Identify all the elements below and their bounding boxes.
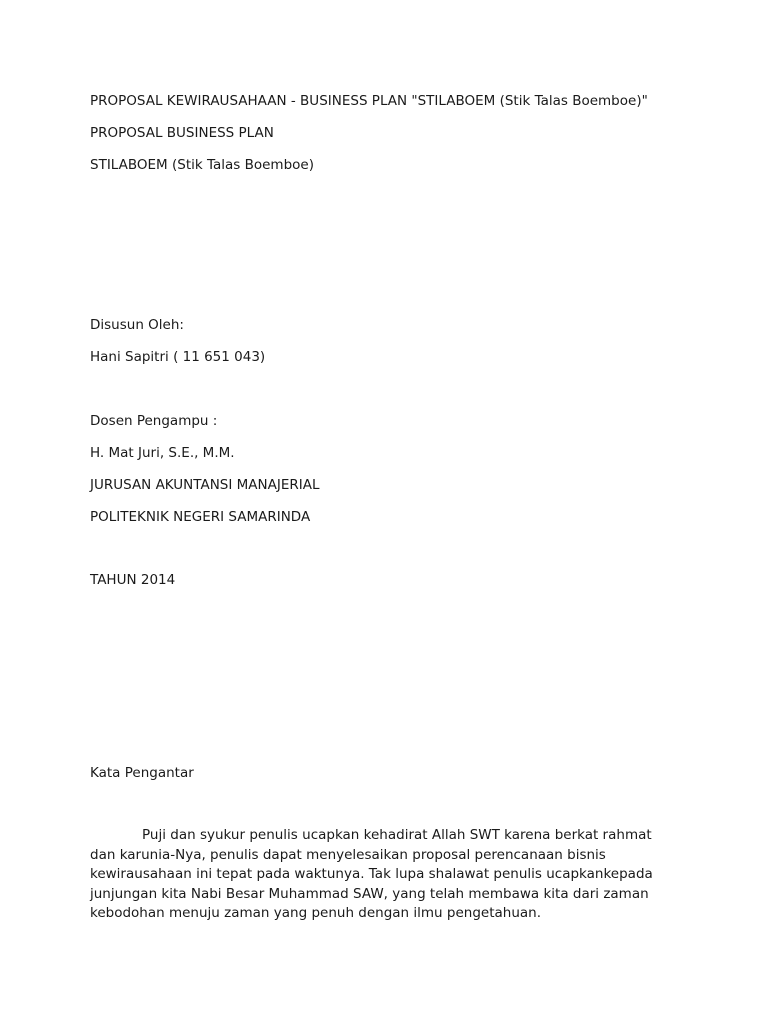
preface-line: kewirausahaan ini tepat pada waktunya. Tak lupa shalawat penulis ucapkankepada bbox=[90, 866, 653, 882]
preface-paragraph bbox=[90, 826, 680, 924]
department-name: JURUSAN AKUNTANSI MANAJERIAL bbox=[90, 477, 320, 493]
preface-line: kebodohan menuju zaman yang penuh dengan ilmu pengetahuan. bbox=[90, 905, 542, 921]
document-title: PROPOSAL KEWIRAUSAHAAN - BUSINESS PLAN "STILABOEM (Stik Talas Boemboe)" bbox=[90, 93, 648, 109]
preface-line: junjungan kita Nabi Besar Muhammad SAW, yang telah membawa kita dari zaman bbox=[90, 885, 649, 902]
proposal-heading: PROPOSAL BUSINESS PLAN bbox=[90, 125, 274, 141]
lecturer-label: Dosen Pengampu : bbox=[90, 413, 218, 429]
lecturer-name: H. Mat Juri, S.E., M.M. bbox=[90, 445, 235, 461]
year-line: TAHUN 2014 bbox=[90, 572, 176, 588]
preface-line: Puji dan syukur penulis ucapkan kehadirat Allah SWT karena berkat rahmat bbox=[142, 827, 652, 843]
preface-line: dan karunia-Nya, penulis dapat menyelesaikan proposal perencanaan bisnis bbox=[90, 846, 606, 863]
author-label: Disusun Oleh: bbox=[90, 317, 184, 333]
institution-name: POLITEKNIK NEGERI SAMARINDA bbox=[90, 509, 311, 525]
preface-heading: Kata Pengantar bbox=[90, 765, 194, 781]
product-name: STILABOEM (Stik Talas Boemboe) bbox=[90, 157, 314, 173]
author-name: Hani Sapitri ( 11 651 043) bbox=[90, 349, 266, 365]
